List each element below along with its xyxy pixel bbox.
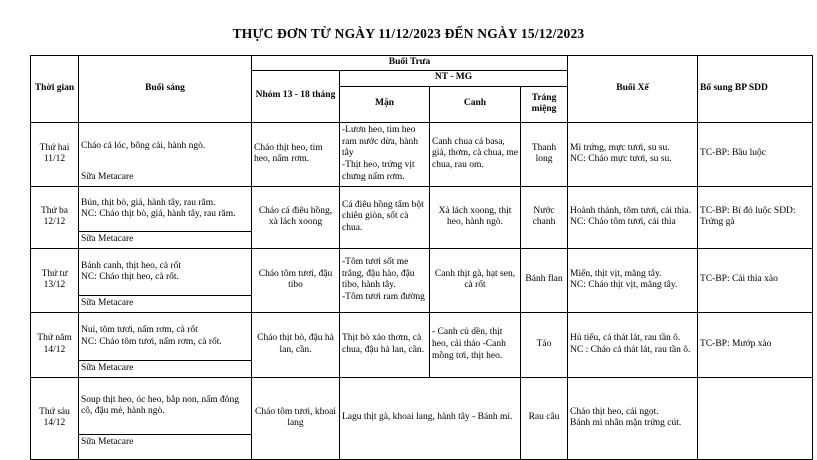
table-row (31, 248, 813, 312)
table-row (31, 122, 813, 186)
supplement-cell: TC-BP: Bí đỏ luộc SDD: Trứng gà (698, 186, 813, 248)
table-row (31, 312, 813, 377)
header-lunch: Buổi Trưa (252, 56, 568, 71)
canh-cell: Canh thịt gà, hạt sen, cà rốt (430, 248, 521, 312)
man-canh-cell: Lagu thịt gà, khoai lang, hành tây - Bánh mì. (340, 377, 521, 459)
trang-mieng-cell: Thanh long (521, 122, 568, 186)
man-cell: Thịt bò xào thơm, cà chua, đậu hà lan, cần. (340, 312, 430, 377)
trang-mieng-cell: Nước chanh (521, 186, 568, 248)
afternoon-cell: Hoành thánh, tôm tươi, cải thìa. NC: Cháo tôm tươi, cải thìa (568, 186, 698, 248)
table-row (31, 377, 813, 459)
supplement-cell: TC-BP: Mướp xào (698, 312, 813, 377)
man-cell: -Lươn heo, tim heo ram nước dừa, hành tây -Thịt heo, trứng vịt chưng nấm rơm. (340, 122, 430, 186)
breakfast-cell: Cháo cá lóc, bông cải, hành ngò. Sữa Metacare (79, 122, 252, 186)
header-canh: Canh (430, 86, 521, 122)
day-cell: Thứ ba 12/12 (31, 186, 79, 248)
day-cell: Thứ tư 13/12 (31, 248, 79, 312)
breakfast-cell: Bún, thịt bò, giá, hành tây, rau răm. NC: Cháo thịt bò, giá, hành tây, rau răm. Sữa Metacare (79, 186, 252, 248)
trang-mieng-cell: Bánh flan (521, 248, 568, 312)
canh-cell: Xà lách xoong, thịt heo, hành ngò. (430, 186, 521, 248)
menu-table (30, 55, 813, 460)
header-afternoon: Buổi Xế (568, 56, 698, 123)
afternoon-cell: Miến, thịt vịt, măng tây. NC: Cháo thịt vịt, măng tây. (568, 248, 698, 312)
man-cell: Cá điêu hồng tẩm bột chiên giòn, sốt cà chua. (340, 186, 430, 248)
breakfast-cell: Bánh canh, thịt heo, cà rốt NC: Cháo thịt heo, cà rốt. Sữa Metacare (79, 248, 252, 312)
day-cell: Thứ hai 11/12 (31, 122, 79, 186)
day-cell: Thứ năm 14/12 (31, 312, 79, 377)
canh-cell: - Canh củ dền, thịt heo, cải thảo -Canh mồng tơi, thịt heo. (430, 312, 521, 377)
group-13-18-cell: Cháo cá điêu hồng, xà lách xoong (252, 186, 340, 248)
breakfast-cell: Soup thịt heo, óc heo, bắp non, nấm đông cô, đậu mè, hành ngò. Sữa Metacare (79, 377, 252, 459)
table-row (31, 186, 813, 248)
header-nt-mg: NT - MG (340, 70, 568, 86)
trang-mieng-cell: Rau câu (521, 377, 568, 459)
afternoon-cell: Mì trứng, mực tươi, su su. NC: Cháo mực tươi, su su. (568, 122, 698, 186)
header-breakfast: Buổi sáng (79, 56, 252, 123)
breakfast-cell: Nui, tôm tươi, nấm rơm, cà rốt NC: Cháo tôm tươi, nấm rơm, cà rốt. Sữa Metacare (79, 312, 252, 377)
canh-cell: Canh chua cá basa, giá, thơm, cà chua, me chua, rau om. (430, 122, 521, 186)
supplement-cell: TC-BP: Bầu luộc (698, 122, 813, 186)
page-title: THỰC ĐƠN TỪ NGÀY 11/12/2023 ĐẾN NGÀY 15/12/2023 (232, 26, 585, 41)
trang-mieng-cell: Táo (521, 312, 568, 377)
header-trang-mieng: Tráng miệng (521, 86, 568, 122)
group-13-18-cell: Cháo thịt bò, đậu hà lan, cần. (252, 312, 340, 377)
header-time: Thời gian (31, 56, 79, 123)
supplement-cell: TC-BP: Cải thìa xào (698, 248, 813, 312)
header-man: Mặn (340, 86, 430, 122)
supplement-cell (698, 377, 813, 459)
header-supplement: Bổ sung BP SDD (698, 56, 813, 123)
group-13-18-cell: Cháo thịt heo, tim heo, nấm rơm. (252, 122, 340, 186)
group-13-18-cell: Cháo tôm tươi, đậu tibo (252, 248, 340, 312)
header-group-13-18: Nhóm 13 - 18 tháng (252, 70, 340, 122)
afternoon-cell: Hủ tiếu, cá thát lát, rau tần ô. NC : Cháo cá thát lát, rau tần ô. (568, 312, 698, 377)
afternoon-cell: Cháo thịt heo, cải ngọt. Bánh mì nhân mặn trứng cút. (568, 377, 698, 459)
man-cell: -Tôm tươi sốt me trắng, đậu hào, đậu tibo, hành tây. -Tôm tươi ram đường (340, 248, 430, 312)
day-cell: Thứ sáu 14/12 (31, 377, 79, 459)
group-13-18-cell: Cháo tôm tươi, khoai lang (252, 377, 340, 459)
